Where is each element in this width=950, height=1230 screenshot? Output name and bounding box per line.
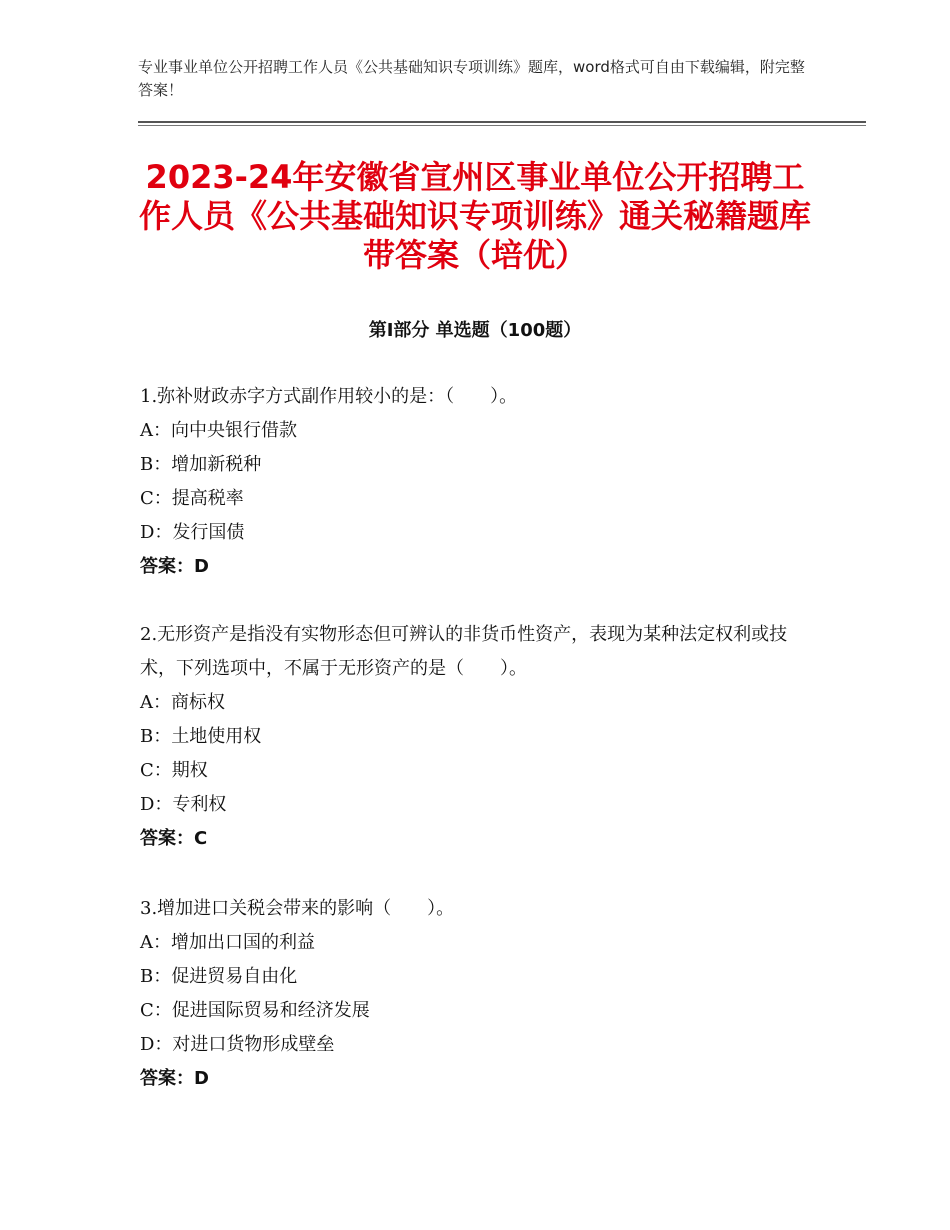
option-c: C：提高税率 bbox=[140, 488, 244, 509]
header-divider-thin bbox=[138, 125, 866, 126]
document-title: 2023-24年安徽省宣州区事业单位公开招聘工作人员《公共基础知识专项训练》通关秘籍题库带答案（培优） bbox=[138, 158, 811, 274]
option-b: B：土地使用权 bbox=[140, 726, 262, 747]
answer-line: 答案：D bbox=[140, 556, 209, 577]
option-a: A：商标权 bbox=[140, 692, 225, 713]
question-block bbox=[140, 892, 820, 1096]
question-stem: 3.增加进口关税会带来的影响（ ）。 bbox=[140, 898, 455, 919]
document-header-note: 专业事业单位公开招聘工作人员《公共基础知识专项训练》题库，word格式可自由下载编辑，附完整答案！ bbox=[138, 58, 805, 99]
answer-line: 答案：C bbox=[140, 828, 208, 849]
question-block bbox=[140, 380, 820, 584]
question-stem: 2.无形资产是指没有实物形态但可辨认的非货币性资产，表现为某种法定权利或技术，下列选项中，不属于无形资产的是（ ）。 bbox=[140, 624, 788, 679]
header-divider bbox=[138, 121, 866, 123]
option-b: B：增加新税种 bbox=[140, 454, 262, 475]
answer-line: 答案：D bbox=[140, 1068, 209, 1089]
option-d: D：对进口货物形成壁垒 bbox=[140, 1034, 335, 1055]
question-block bbox=[140, 618, 820, 856]
section-title: 第Ⅰ部分 单选题（100题） bbox=[368, 320, 582, 341]
option-b: B：促进贸易自由化 bbox=[140, 966, 298, 987]
option-d: D：专利权 bbox=[140, 794, 227, 815]
option-c: C：促进国际贸易和经济发展 bbox=[140, 1000, 370, 1021]
option-a: A：增加出口国的利益 bbox=[140, 932, 315, 953]
question-stem: 1.弥补财政赤字方式副作用较小的是：（ ）。 bbox=[140, 386, 518, 407]
option-d: D：发行国债 bbox=[140, 522, 245, 543]
option-c: C：期权 bbox=[140, 760, 208, 781]
option-a: A：向中央银行借款 bbox=[140, 420, 297, 441]
